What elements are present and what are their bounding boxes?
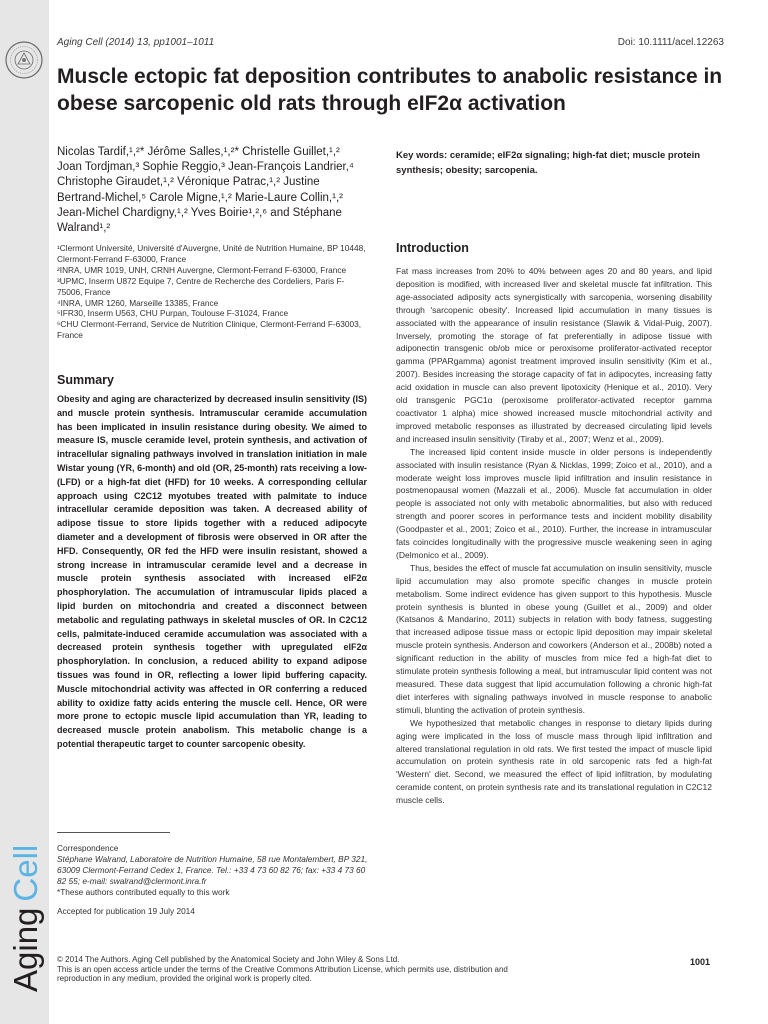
article-title: Muscle ectopic fat deposition contributes to anabolic resistance in obese sarcopenic old rats through eIF2α activation [57, 65, 723, 115]
accepted-date: Accepted for publication 19 July 2014 [57, 906, 195, 916]
affiliation: ³UPMC, Inserm U872 Equipe 7, Centre de Recherche des Cordeliers, Paris F-75006, France [57, 275, 345, 297]
affiliation: ⁵IFR30, Inserm U563, CHU Purpan, Toulouse F-31024, France [57, 308, 289, 319]
summary-text: Obesity and aging are characterized by decreased insulin sensitivity (IS) and muscle protein synthesis. Intramuscular ceramide accumulation has been implicated in insulin resistance during obesity. We aimed to measure IS, muscle ceramide level, protein synthesis, and activation of intracellular signaling pathways involved in translation initiation in male Wistar young (YR, 6-month) and old (OR, 25-month) rats receiving a low- (LFD) or a high-fat diet (HFD) for 10 weeks. A corresponding cellular approach using C2C12 myotubes treated with palmitate to induce intracellular ceramide deposition was taken. A decreased ability of adipose tissue to store lipids together with a reduced adipocyte diameter and a development of fibrosis were observed in OR after the HFD. Consequently, OR fed the HFD were insulin resistant, showed a strong increase in intramuscular ceramide level and a decrease in muscle protein synthesis associated with increased eIF2α phosphorylation. The accumulation of intramuscular lipids placed a lipid burden on mitochondria and created a disconnect between metabolic and regulating pathways in skeletal muscles of OR. In C2C12 cells, palmitate-induced ceramide accumulation was associated with a decreased protein synthesis together with upregulated eIF2α phosphorylation. In conclusion, a reduced ability to expand adipose tissues was found in OR, reflecting a lower lipid buffering capacity. Muscle mitochondrial activity was affected in OR conferring a reduced ability to oxidize fatty acids entering the muscle cell. Hence, OR were more prone to ectopic muscle lipid accumulation than YR, leading to decreased muscle protein anabolism. This metabolic change is a potential therapeutic target to counter sarcopenic obesity. [57, 394, 367, 749]
svg-text:AgingCell [7, 845, 44, 992]
license-notice: This is an open access article under the terms of the Creative Commons Attribution License, which permits use, distribution and reproduction in any medium, provided the original work is properly cited. [57, 964, 508, 984]
society-seal-icon [4, 40, 44, 80]
introduction-text [396, 265, 712, 807]
doi: Doi: 10.1111/acel.12263 [617, 37, 724, 48]
journal-reference: Aging Cell (2014) 13, pp1001–1011 [57, 37, 215, 48]
affiliation: ⁶CHU Clermont-Ferrand, Service de Nutrition Clinique, Clermont-Ferrand F-63003, France [57, 319, 362, 341]
paragraph: We hypothesized that metabolic changes in response to dietary lipids during aging were implicated in the loss of muscle mass through lipid infiltration and altered translational regulation in old rats. We first tested the impact of muscle lipid accumulation on protein synthesis rate in old sarcopenic rats fed a high-fat 'Western' diet. Second, we measured the effect of lipid infiltration, by modulating ceramide content, on protein synthesis rate and its translational regulation in C2C12 muscle cells. [396, 717, 712, 806]
correspondence-label: Correspondence [57, 843, 119, 853]
page-footer [57, 955, 537, 984]
logo-word-aging: Aging [7, 907, 44, 992]
paragraph: The increased lipid content inside muscle in older persons is independently associated with insulin resistance (Ryan & Nicklas, 1999; Zoico et al., 2010), and a moderate weight loss improves muscle lipid infiltration and insulin resistance in postmenopausal women (Mazzali et al., 2006). Muscle fat accumulation in older people is associated not only with metabolic abnormalities, but also with reduced strength and poorer scores in performance tests and incident mobility disability (Goodpaster et al., 2001; Zoico et al., 2010). Further, the increase in intramuscular fats coincides longitudinally with the progressive muscle weakening seen in aging (Delmonico et al., 2009). [396, 446, 712, 560]
equal-contribution-note: *These authors contributed equally to this work [57, 887, 230, 897]
keywords: Key words: ceramide; eIF2α signaling; high-fat diet; muscle protein synthesis; obesity; sarcopenia. [396, 150, 701, 176]
affiliation: ²INRA, UMR 1019, UNH, CRNH Auvergne, Clermont-Ferrand F-63000, France [57, 264, 347, 275]
introduction-heading: Introduction [396, 241, 469, 255]
summary-heading: Summary [57, 373, 114, 387]
copyright-notice: © 2014 The Authors. Aging Cell published by the Anatomical Society and John Wiley & Sons Ltd. [57, 955, 400, 964]
paragraph: Thus, besides the effect of muscle fat accumulation on insulin sensitivity, muscle lipid accumulation may also promote specific changes in muscle protein metabolism. Some indirect evidence has given support to this hypothesis. Muscle protein synthesis is blunted in obese young (Guillet et al., 2009) and older (Katsanos & Mandarino, 2011) subjects in relation with body fatness, suggesting that increased adipose tissue mass or ectopic lipid deposition may impair skeletal muscle protein synthesis. Anderson and coworkers (Anderson et al., 2008b) noted a significant reduction in the ability of muscles from mice fed a high-fat diet to stimulate protein synthesis following a meal, but intramuscular lipid content was not measured. These data suggest that lipid accumulation following a chronic high-fat diet interferes with signaling pathways involved in muscle response to anabolic stimuli, blunting the activation of protein synthesis. [396, 562, 712, 715]
aging-cell-logo [4, 824, 46, 994]
divider [57, 832, 170, 833]
logo-word-cell: Cell [7, 844, 44, 902]
affiliation: ⁴INRA, UMR 1260, Marseille 13385, France [57, 297, 219, 308]
author-list: Nicolas Tardif,¹,²* Jérôme Salles,¹,²* Christelle Guillet,¹,² Joan Tordjman,³ Sophie Reggio,³ Jean-François Landrier,⁴ Christophe Giraudet,¹,² Véronique Patrac,¹,² Justine Bertrand-Michel,⁵ Carole Migne,¹,² Marie-Laure Collin,¹,² Jean-Michel Chardigny,¹,² Yves Boirie¹,²,⁶ and Stéphane Walrand¹,² [57, 146, 354, 235]
correspondence-block [57, 843, 369, 917]
page-number: 1001 [689, 957, 710, 967]
affiliations [57, 243, 367, 341]
affiliation: ¹Clermont Université, Université d'Auvergne, Unité de Nutrition Humaine, BP 10448, Clermont-Ferrand F-63000, France [57, 243, 366, 264]
paragraph: Fat mass increases from 20% to 40% between ages 20 and 80 years, and lipid deposition is modified, with increased liver and skeletal muscle fat infiltration. This age-associated adiposity acts synergistically with sarcopenia, worsening disability through 'sarcopenic obesity'. Increased lipid accumulation in many tissues is associated with the appearance of insulin resistance (Slawik & Vidal-Puig, 2007). Inversely, promoting the storage of fat preferentially in adipose tissue with adiponectin transgenic ob/ob mice or peroxisome proliferator-activated receptor gamma (PPARgamma) agonist treatment improved insulin sensitivity (Kim et al., 2007). Besides increasing the storage capacity of fat in adipocytes, increasing fatty acid oxidation in muscle can also prevent lipotoxicity (Henique et al., 2010). Very old transgenic PGC1α (peroxisome proliferator-activated receptor gamma coactivator 1 alpha) mice showed increased muscle mitochondrial activity and improved metabolic responses as illustrated by decreased circulating lipid levels and increased insulin sensitivity (Tiraby et al., 2007; Wenz et al., 2009). [396, 266, 712, 444]
correspondence-address: Stéphane Walrand, Laboratoire de Nutrition Humaine, 58 rue Montalembert, BP 321, 63009 Clermont-Ferrand Cedex 1, France. Tel.: +33 4 73 60 82 76; fax: +33 4 73 60 82 55; e-mail: swalrand@clermont.inra.fr [57, 854, 368, 886]
